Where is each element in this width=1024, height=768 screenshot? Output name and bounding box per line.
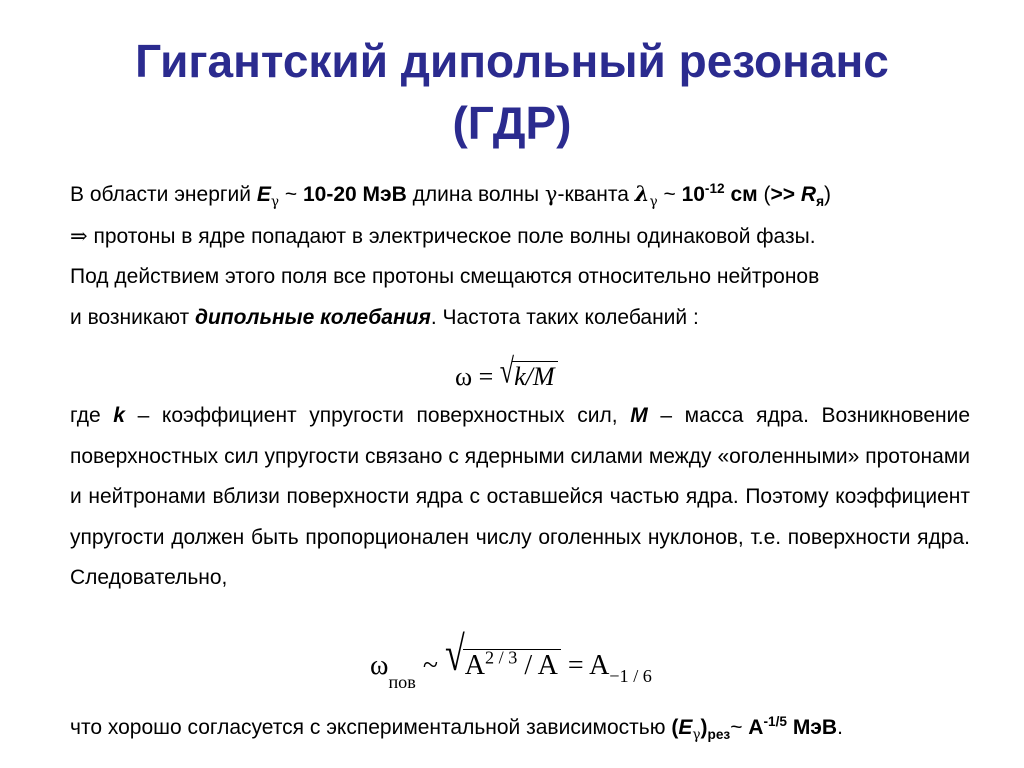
energy-symbol: E (256, 183, 271, 206)
intro-line-2: ⇒ протоны в ядре попадают в электрическое поле волны одинаковой фазы. (70, 223, 816, 248)
surface-frequency-formula: ω пов ~ √ $A^{2 / 3}$ / A = A $^{-1 / 6}$ (370, 626, 652, 692)
intro-paragraph (70, 174, 1000, 339)
intro-line-1: В области энергий $E_\gamma$ ~ 10-20 МэВ длина волны γ-кванта $\lambda_\gamma$ ~ $10^{-12}$ см (>> $R_я$) (70, 181, 832, 211)
energy-range: 10-20 МэВ (302, 183, 407, 206)
formula1-radicand: k/M (512, 361, 557, 392)
lambda-symbol: λ (634, 181, 650, 206)
explanation-paragraph: где k – коэффициент упругости поверхностных сил, M – масса ядра. Возникновение поверхностных сил упругости связано с ядерными силами между «оголенными» протонами и нейтронами вблизи поверхности ядра с оставшейся частью ядра. Поэтому коэффициент упругости должен быть пропорционален числу оголенных нуклонов, т.е. поверхности ядра. Следовательно, (70, 404, 971, 589)
implies-arrow-icon: ⇒ (70, 223, 88, 248)
frequency-formula: ω = √ k/M (455, 348, 558, 392)
sqrt-icon: √ (499, 351, 515, 391)
sqrt-icon: √ (445, 626, 465, 681)
emphasis-dipole-oscillations: дипольные колебания (194, 306, 431, 330)
title-line-1: Гигантский дипольный резонанс (135, 35, 889, 87)
formula2-radicand: $A^{2 / 3}$ / A (463, 649, 561, 682)
intro-line-4: и возникают дипольные колебания. Частота таких колебаний : (70, 306, 699, 330)
title-line-2: (ГДР) (452, 97, 572, 149)
slide-title (0, 30, 1024, 154)
conclusion-paragraph: что хорошо согласуется с экспериментальной зависимостью $(E_\gamma)_{рез}\sim$ $A^{-1/5}$ МэВ. (70, 714, 843, 744)
intro-line-3: Под действием этого поля все протоны смещаются относительно нейтронов (70, 265, 820, 289)
